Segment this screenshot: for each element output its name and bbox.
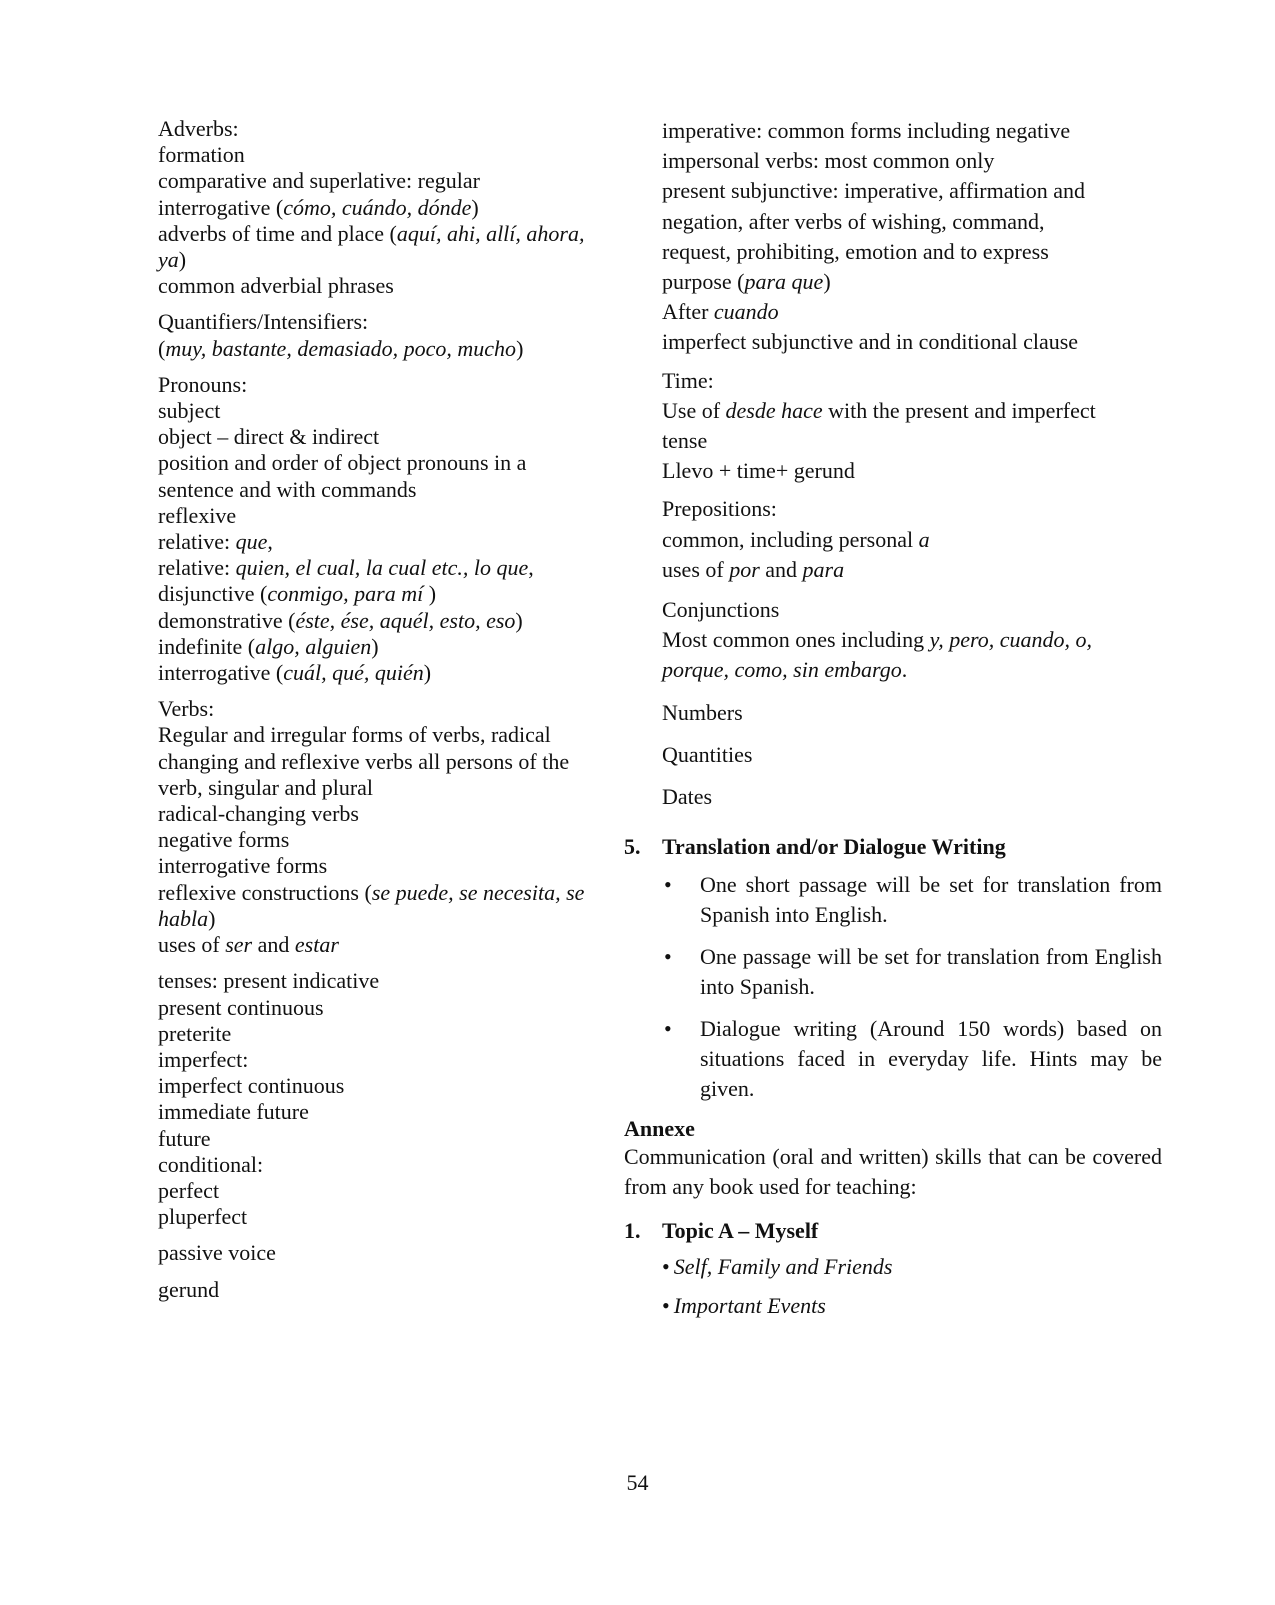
prepositions-por-para: uses of por and para [662,556,845,582]
pronouns-section [158,372,608,686]
impersonal-line: impersonal verbs: most common only [662,148,995,174]
adverbs-heading: Adverbs: [158,116,239,141]
list-item: • Self, Family and Friends [662,1254,893,1280]
gerund-section [158,1277,608,1303]
time-heading: Time: [662,367,714,393]
section-5-heading [624,832,1162,862]
verbs-regular-cont2: verb, singular and plural [158,774,374,800]
section-5-bullets [662,870,1162,1104]
adverbs-interrogative: interrogative (cómo, cuándo, dónde) [158,194,479,220]
topic-number: 1. [624,1218,641,1244]
topic-a-items [662,1252,1162,1321]
pronouns-position-cont: sentence and with commands [158,476,417,502]
verbs-radical: radical-changing verbs [158,801,359,827]
list-item: • Important Events [662,1293,826,1319]
numbers-line: Numbers [662,699,743,725]
passive-section [158,1240,608,1266]
verbs-negative: negative forms [158,827,290,853]
time-section [662,366,1162,487]
list-item: • One short passage will be set for translation from Spanish into English. [664,872,1162,928]
time-tense: tense [662,428,708,454]
tense-item: pluperfect [158,1204,248,1230]
pronouns-subject: subject [158,398,221,424]
annexe-text: Communication (oral and written) skills that can be covered from any book used for teaching: [624,1144,1162,1200]
tense-item: future [158,1125,211,1151]
imperfect-subjunctive-line: imperfect subjunctive and in conditional clause [662,329,1079,355]
tense-item: immediate future [158,1099,309,1125]
verbs-reflexive-cont: habla) [158,905,216,931]
annexe-heading: Annexe [624,1116,695,1142]
subjunctive-line: present subjunctive: imperative, affirmation and [662,178,1085,204]
tense-item: present continuous [158,994,324,1020]
purpose-line: purpose (para que) [662,269,831,295]
quantifiers-heading: Quantifiers/Intensifiers: [158,309,369,335]
time-use: Use of desde hace with the present and imperfect [662,397,1096,423]
bullet-icon: • [664,944,672,970]
quantities-line: Quantities [662,741,753,767]
list-item: • One passage will be set for translation from English into Spanish. [664,944,1162,1000]
adverbs-comparative: comparative and superlative: regular [158,168,480,194]
conjunctions-heading: Conjunctions [662,597,780,623]
bullet-icon: • [664,1016,672,1042]
quantifiers-list: (muy, bastante, demasiado, poco, mucho) [158,335,524,361]
prepositions-common: common, including personal a [662,526,930,552]
section-5-title: Translation and/or Dialogue Writing [662,834,1006,860]
conjunctions-list-cont: porque, como, sin embargo. [662,657,908,683]
pronouns-relative-quien: relative: quien, el cual, la cual etc., lo que, [158,555,534,581]
topic-title: Topic A – Myself [662,1218,819,1244]
tense-item: perfect [158,1177,220,1203]
adverbs-section [158,116,608,299]
tense-item: imperfect continuous [158,1073,345,1099]
left-column [158,116,608,1313]
passive-voice: passive voice [158,1240,276,1266]
quantifiers-section [158,309,608,361]
section-5-number: 5. [624,834,641,860]
pronouns-relative-que: relative: que, [158,529,273,555]
right-column [624,116,1162,1330]
subjunctive-section [662,116,1162,358]
time-llevo: Llevo + time+ gerund [662,458,855,484]
tense-item: imperfect: [158,1046,249,1072]
bullet-icon: • [664,872,672,898]
pronouns-heading: Pronouns: [158,371,248,397]
adverbs-time-place-cont: ya) [158,247,187,273]
verbs-ser-estar: uses of ser and estar [158,932,339,958]
conjunctions-section [662,595,1162,686]
pronouns-disjunctive: disjunctive (conmigo, para mí ) [158,581,437,607]
bullet-icon: • [662,1293,670,1319]
pronouns-demonstrative: demonstrative (éste, ése, aquél, esto, eso) [158,607,523,633]
adverbs-time-place: adverbs of time and place (aquí, ahi, allí, ahora, [158,220,585,246]
conjunctions-list: Most common ones including y, pero, cuando, o, [662,627,1092,653]
subjunctive-line-cont: negation, after verbs of wishing, command, [662,208,1045,234]
imperative-line: imperative: common forms including negative [662,118,1071,143]
tense-item: tenses: present indicative [158,968,380,994]
gerund: gerund [158,1276,220,1302]
verbs-regular-cont: changing and reflexive verbs all persons of the [158,748,570,774]
tense-item: preterite [158,1020,232,1046]
verbs-regular: Regular and irregular forms of verbs, radical [158,722,551,748]
after-cuando-line: After cuando [662,299,779,325]
bullet-icon: • [662,1254,670,1280]
page-number: 54 [626,1470,649,1495]
tense-item: conditional: [158,1151,264,1177]
verbs-reflexive: reflexive constructions (se puede, se necesita, se [158,879,585,905]
pronouns-indefinite: indefinite (algo, alguien) [158,633,379,659]
subjunctive-line-cont2: request, prohibiting, emotion and to express [662,238,1049,264]
dates-line: Dates [662,784,713,810]
verbs-heading: Verbs: [158,696,215,722]
adverbs-phrases: common adverbial phrases [158,273,394,299]
tenses-section [158,968,608,1230]
verbs-section [158,696,608,958]
verbs-interrogative: interrogative forms [158,853,328,879]
pronouns-position: position and order of object pronouns in a [158,450,527,476]
pronouns-interrogative: interrogative (cuál, qué, quién) [158,660,432,686]
prepositions-section [662,494,1162,585]
adverbs-formation: formation [158,142,245,168]
prepositions-heading: Prepositions: [662,496,777,522]
pronouns-object: object – direct & indirect [158,424,380,450]
topic-a-heading [624,1216,1162,1246]
list-item: • Dialogue writing (Around 150 words) based on situations faced in everyday life. Hints may be given. [664,1016,1162,1102]
pronouns-reflexive: reflexive [158,502,237,528]
